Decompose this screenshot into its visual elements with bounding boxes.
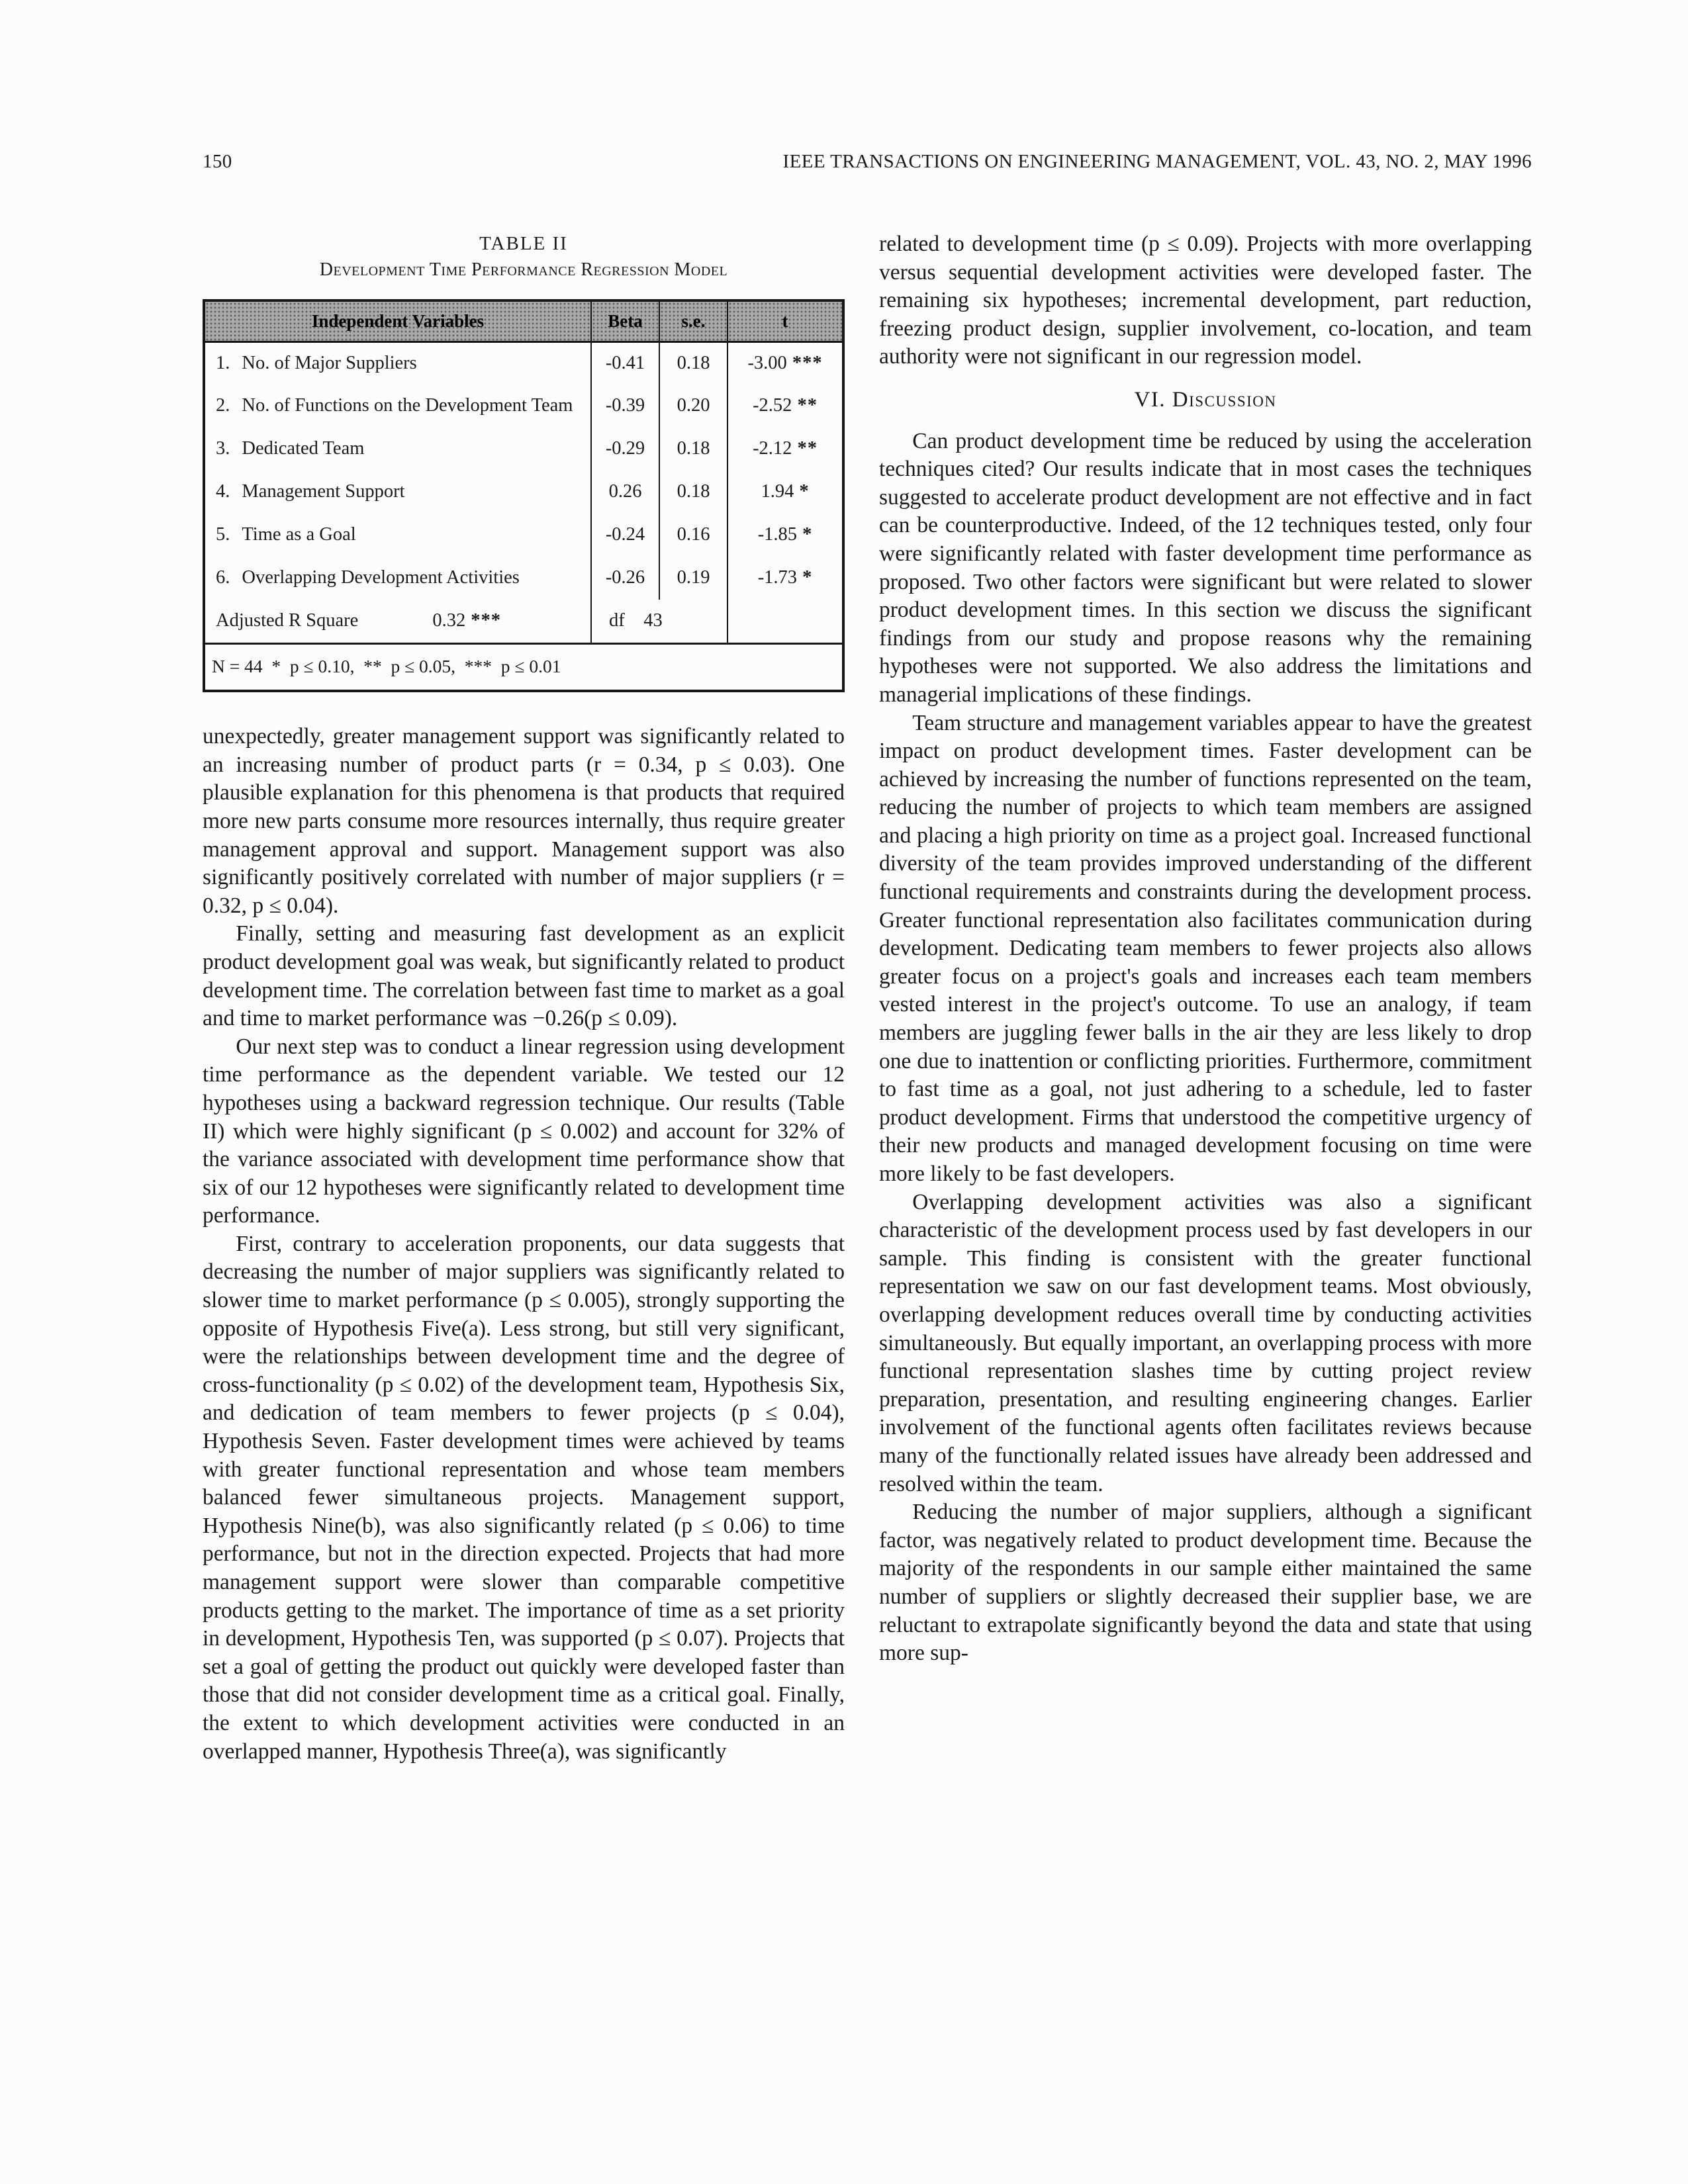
table-row xyxy=(204,341,843,385)
table-caption xyxy=(203,230,845,283)
left-column xyxy=(203,230,845,1766)
adjusted-r-square xyxy=(204,600,591,643)
row-number: 4. xyxy=(216,481,230,502)
row-label: No. of Functions on the Development Team xyxy=(242,395,573,416)
row-number: 3. xyxy=(216,438,230,459)
row-variable xyxy=(204,428,591,471)
table-row xyxy=(204,514,843,557)
row-variable xyxy=(204,385,591,428)
body-paragraph: Our next step was to conduct a linear regression using development time performance as the dependent variable. We tested our 12 hypotheses using a backward regression technique. Our results (Table II) which were highly significant (p ≤ 0.002) and account for 32% of the variance associated with development time performance show that six of our 12 hypotheses were significantly related to development time performance. xyxy=(203,1034,845,1228)
t-value: 1.94 xyxy=(761,481,794,502)
col-header-se: s.e. xyxy=(659,300,727,341)
row-t xyxy=(727,428,843,471)
table-caption-title: Development Time Performance Regression Model xyxy=(319,259,728,280)
table-footer-row xyxy=(204,600,843,643)
body-paragraph: unexpectedly, greater management support was significantly related to an increasing number of product parts (r = 0.34, p ≤ 0.03). One plausible explanation for this phenomena is that products that required more new parts consume more resources internally, thus require greater management approval and support. Management support was also significantly positively correlated with number of major suppliers (r = 0.32, p ≤ 0.04). xyxy=(203,724,845,918)
row-se: 0.18 xyxy=(659,341,727,385)
significance-stars: ** xyxy=(797,395,818,416)
body-paragraph: Finally, setting and measuring fast development as an explicit product development goal was weak, but significantly related to product development time. The correlation between fast time to market as a goal and time to market performance was −0.26(p ≤ 0.09). xyxy=(203,921,845,1031)
table-note: N = 44 * p ≤ 0.10, ** p ≤ 0.05, *** p ≤ 0.01 xyxy=(212,655,561,676)
row-se: 0.20 xyxy=(659,385,727,428)
row-label: Overlapping Development Activities xyxy=(242,567,520,588)
body-paragraph: Can product development time be reduced by using the acceleration techniques cited? Our results indicate that in most cases the techniques suggested to accelerate product development are not effective and in fact can be counterproductive. Indeed, of the 12 techniques tested, only four were significantly related with faster development time performance as proposed. Two other factors were significant but were related to slower product development times. In this section we discuss the significant findings from our study and propose reasons why the remaining hypotheses were not supported. We also address the limitations and managerial implications of these findings. xyxy=(879,428,1532,707)
page-header xyxy=(203,151,1532,173)
row-beta: -0.26 xyxy=(591,557,659,600)
significance-stars: ** xyxy=(797,438,818,459)
journal-running-title: IEEE TRANSACTIONS ON ENGINEERING MANAGEMENT, VOL. 43, NO. 2, MAY 1996 xyxy=(782,151,1532,172)
r2-value: 0.32 xyxy=(432,610,466,631)
table-caption-number: TABLE II xyxy=(479,233,568,254)
body-paragraph: Reducing the number of major suppliers, although a significant factor, was negatively related to product development time. Because the majority of the respondents in our sample either maintained the same number of suppliers or slightly decreased their supplier base, we are reluctant to extrapolate significantly beyond the data and state that using more sup- xyxy=(879,1500,1532,1666)
table-row xyxy=(204,471,843,514)
table-row xyxy=(204,428,843,471)
row-se: 0.16 xyxy=(659,514,727,557)
regression-table xyxy=(203,299,845,692)
row-number: 1. xyxy=(216,353,230,374)
col-header-t: t xyxy=(727,300,843,341)
body-paragraph: related to development time (p ≤ 0.09). Projects with more overlapping versus sequential development activities were developed faster. The remaining six hypotheses; incremental development, part reduction, freezing product design, supplier involvement, co-location, and team authority were not significant in our regression model. xyxy=(879,232,1532,369)
right-column xyxy=(879,230,1532,1766)
table-2-block xyxy=(203,230,845,692)
significance-stars: *** xyxy=(471,610,501,631)
row-variable xyxy=(204,557,591,600)
table-header-row xyxy=(204,300,843,341)
t-value: -1.73 xyxy=(757,567,798,588)
row-se: 0.18 xyxy=(659,471,727,514)
significance-stars: * xyxy=(802,524,813,545)
t-value: -2.12 xyxy=(753,438,792,459)
table-row xyxy=(204,385,843,428)
row-t xyxy=(727,471,843,514)
col-header-independent-variables: Independent Variables xyxy=(204,300,591,341)
page-number: 150 xyxy=(203,151,232,172)
row-beta: -0.39 xyxy=(591,385,659,428)
r2-label: Adjusted R Square xyxy=(216,610,359,631)
significance-stars: *** xyxy=(792,353,823,374)
row-label: No. of Major Suppliers xyxy=(242,353,417,374)
row-number: 5. xyxy=(216,524,230,545)
row-t xyxy=(727,557,843,600)
row-label: Time as a Goal xyxy=(242,524,356,545)
row-t xyxy=(727,514,843,557)
body-paragraph: Team structure and management variables appear to have the greatest impact on product development times. Faster development can be achieved by increasing the number of functions represented on the team, reducing the number of projects to which team members are assigned and placing a high priority on time as a project goal. Increased functional diversity of the team provides improved understanding of the different functional requirements and constraints during the development process. Greater functional representation also facilitates communication during development. Dedicating team members to fewer projects also allows greater focus on a project's goals and increases each team members vested interest in the project's outcome. To use an analogy, if team members are juggling fewer balls in the air they are less likely to drop one due to inattention or conflicting priorities. Furthermore, commitment to fast time as a goal, not just adhering to a schedule, led to faster product development. Firms that understood the competitive urgency of their new products and managed development focusing on time were more likely to be fast developers. xyxy=(879,710,1532,1186)
row-variable xyxy=(204,514,591,557)
t-value: -3.00 xyxy=(747,353,787,374)
row-t xyxy=(727,385,843,428)
row-se: 0.18 xyxy=(659,428,727,471)
empty-cell xyxy=(727,600,843,643)
significance-stars: * xyxy=(799,481,810,502)
t-value: -1.85 xyxy=(757,524,798,545)
row-number: 2. xyxy=(216,395,230,416)
significance-stars: * xyxy=(802,567,813,588)
row-variable xyxy=(204,471,591,514)
row-number: 6. xyxy=(216,567,230,588)
row-variable xyxy=(204,341,591,385)
row-beta: -0.41 xyxy=(591,341,659,385)
two-column-body xyxy=(203,230,1532,1766)
row-beta: 0.26 xyxy=(591,471,659,514)
col-header-beta: Beta xyxy=(591,300,659,341)
row-beta: -0.24 xyxy=(591,514,659,557)
t-value: -2.52 xyxy=(753,395,792,416)
body-paragraph: Overlapping development activities was also a significant characteristic of the development process used by fast developers in our sample. This finding is consistent with the greater functional representation we saw on our fast development teams. Most obviously, overlapping development reduces overall time by conducting activities simultaneously. But equally important, an overlapping process with more functional representation slashes time by cutting project review preparation, presentation, and resulting engineering changes. Earlier involvement of the functional agents often facilitates reviews because many of the functionally related issues have already been addressed and resolved within the team. xyxy=(879,1189,1532,1496)
row-beta: -0.29 xyxy=(591,428,659,471)
table-note-row xyxy=(204,643,843,691)
section-heading-discussion: VI. Discussion xyxy=(1134,387,1277,412)
degrees-of-freedom: df 43 xyxy=(591,600,727,643)
row-label: Management Support xyxy=(242,481,405,502)
row-label: Dedicated Team xyxy=(242,438,365,459)
row-t xyxy=(727,341,843,385)
table-row xyxy=(204,557,843,600)
body-paragraph: First, contrary to acceleration proponents, our data suggests that decreasing the number of major suppliers was significantly related to slower time to market performance (p ≤ 0.005), strongly supporting the opposite of Hypothesis Five(a). Less strong, but still very significant, were the relationships between development time and the degree of cross-functionality (p ≤ 0.02) of the development team, Hypothesis Six, and dedication of team members to fewer projects (p ≤ 0.04), Hypothesis Seven. Faster development times were achieved by teams with greater functional representation and whose team members balanced fewer simultaneous projects. Management support, Hypothesis Nine(b), was also significantly related (p ≤ 0.06) to time performance, but not in the direction expected. Projects that had more management support were slower than comparable competitive products getting to the market. The importance of time as a set priority in development, Hypothesis Ten, was supported (p ≤ 0.07). Projects that set a goal of getting the product out quickly were developed faster than those that did not consider development time as a critical goal. Finally, the extent to which development activities were conducted in an overlapped manner, Hypothesis Three(a), was significantly xyxy=(203,1231,845,1764)
row-se: 0.19 xyxy=(659,557,727,600)
